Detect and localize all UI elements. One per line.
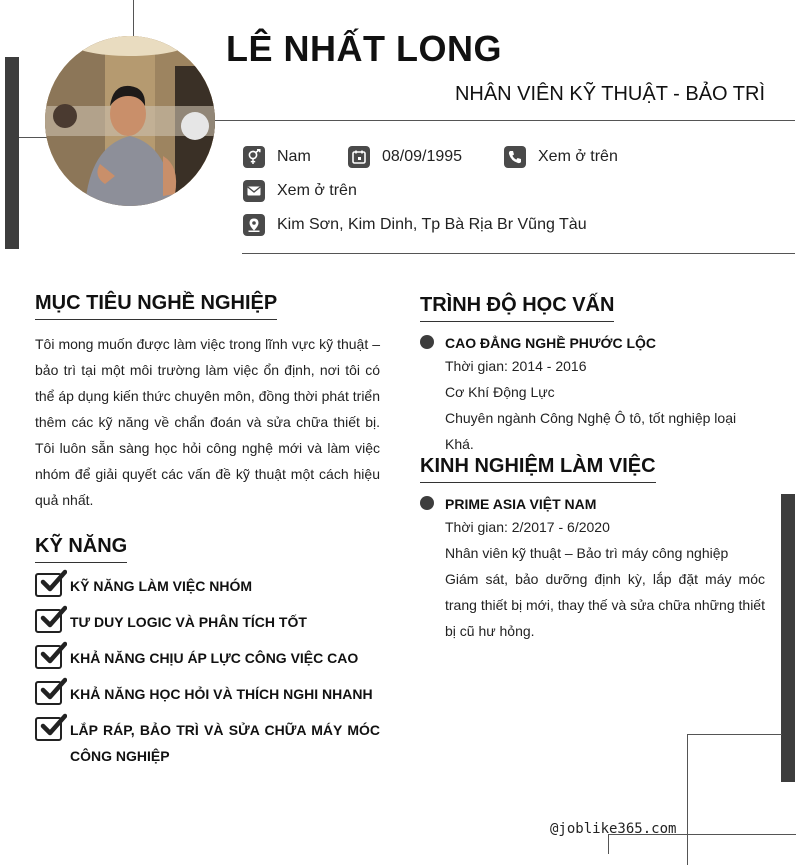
checkbox-check-icon — [35, 717, 62, 741]
experience-company: PRIME ASIA VIỆT NAM — [445, 496, 597, 512]
candidate-name: LÊ NHẤT LONG — [226, 28, 502, 69]
decorative-bar-right — [781, 494, 795, 782]
education-time: Thời gian: 2014 - 2016 — [445, 358, 587, 374]
address-value: Kim Sơn, Kim Dinh, Tp Bà Rịa Br Vũng Tàu — [277, 216, 587, 233]
education-school: CAO ĐẲNG NGHỀ PHƯỚC LỘC — [445, 335, 657, 351]
skill-item — [35, 681, 380, 707]
objective-title: MỤC TIÊU NGHỀ NGHIỆP — [35, 292, 277, 320]
email-value: Xem ở trên — [277, 182, 357, 199]
skill-item — [35, 645, 380, 671]
experience-entry — [420, 494, 765, 644]
email-icon — [243, 180, 265, 202]
checkbox-check-icon — [35, 681, 62, 705]
phone-value: Xem ở trên — [538, 148, 618, 165]
checkbox-check-icon — [35, 573, 62, 597]
decorative-line-top — [133, 0, 134, 36]
contact-address — [243, 214, 587, 236]
decorative-line-left — [19, 137, 47, 138]
skill-item — [35, 573, 380, 599]
experience-description: Giám sát, bảo dưỡng định kỳ, lắp đặt máy móc trang thiết bị mới, thay thế và sửa chữa những thiết bị cũ hư hỏng. — [445, 571, 765, 639]
job-title: NHÂN VIÊN KỸ THUẬT - BẢO TRÌ — [454, 83, 765, 105]
contact-phone — [504, 146, 618, 168]
bullet-icon — [420, 496, 434, 510]
experience-time: Thời gian: 2/2017 - 6/2020 — [445, 519, 610, 535]
contact-gender — [243, 146, 311, 168]
skill-label: KHẢ NĂNG HỌC HỎI VÀ THÍCH NGHI NHANH — [70, 686, 373, 702]
header-divider — [215, 120, 795, 121]
education-detail: Chuyên ngành Công Nghệ Ô tô, tốt nghiệp loại Khá. — [445, 410, 737, 452]
contact-divider — [242, 253, 795, 254]
skill-label: TƯ DUY LOGIC VÀ PHÂN TÍCH TỐT — [70, 614, 307, 630]
decorative-line-bottom-vertical — [608, 834, 609, 854]
contact-birthday — [348, 146, 462, 168]
education-entry — [420, 333, 765, 457]
skill-label: KỸ NĂNG LÀM VIỆC NHÓM — [70, 578, 252, 594]
skill-label: KHẢ NĂNG CHỊU ÁP LỰC CÔNG VIỆC CAO — [70, 650, 359, 666]
decorative-bar-left — [5, 57, 19, 249]
watermark: @joblike365.com — [550, 821, 677, 837]
objective-text: Tôi mong muốn được làm việc trong lĩnh vực kỹ thuật – bảo trì tại một môi trường làm việc ổn định, nơi tôi có thể áp dụng kiến thức chuyên môn, đồng thời phát triển thêm các kỹ năng về chẩn đoán và sửa chữa thiết bị. Tôi luôn sẵn sàng học hỏi công nghệ mới và làm việc nhóm để giải quyết các vấn đề kỹ thuật một cách hiệu quả nhất. — [35, 336, 380, 508]
birthday-value: 08/09/1995 — [382, 148, 463, 165]
skills-list — [35, 573, 380, 779]
gender-icon — [243, 146, 265, 168]
education-title: TRÌNH ĐỘ HỌC VẤN — [420, 294, 614, 322]
location-icon — [243, 214, 265, 236]
skill-item — [35, 609, 380, 635]
skill-item — [35, 717, 380, 769]
gender-value: Nam — [277, 148, 311, 165]
contact-email — [243, 180, 357, 202]
calendar-icon — [348, 146, 370, 168]
education-major: Cơ Khí Động Lực — [445, 384, 555, 400]
decorative-box-bottom — [687, 734, 782, 865]
skill-label: LẮP RÁP, BẢO TRÌ VÀ SỬA CHỮA MÁY MÓC CÔNG NGHIỆP — [70, 722, 380, 764]
checkbox-check-icon — [35, 609, 62, 633]
skills-title: KỸ NĂNG — [35, 535, 127, 563]
experience-title: KINH NGHIỆM LÀM VIỆC — [420, 455, 656, 483]
checkbox-check-icon — [35, 645, 62, 669]
experience-role: Nhân viên kỹ thuật – Bảo trì máy công nghiệp — [445, 545, 729, 561]
bullet-icon — [420, 335, 434, 349]
avatar-photo — [45, 36, 215, 206]
phone-icon — [504, 146, 526, 168]
avatar — [45, 36, 215, 206]
